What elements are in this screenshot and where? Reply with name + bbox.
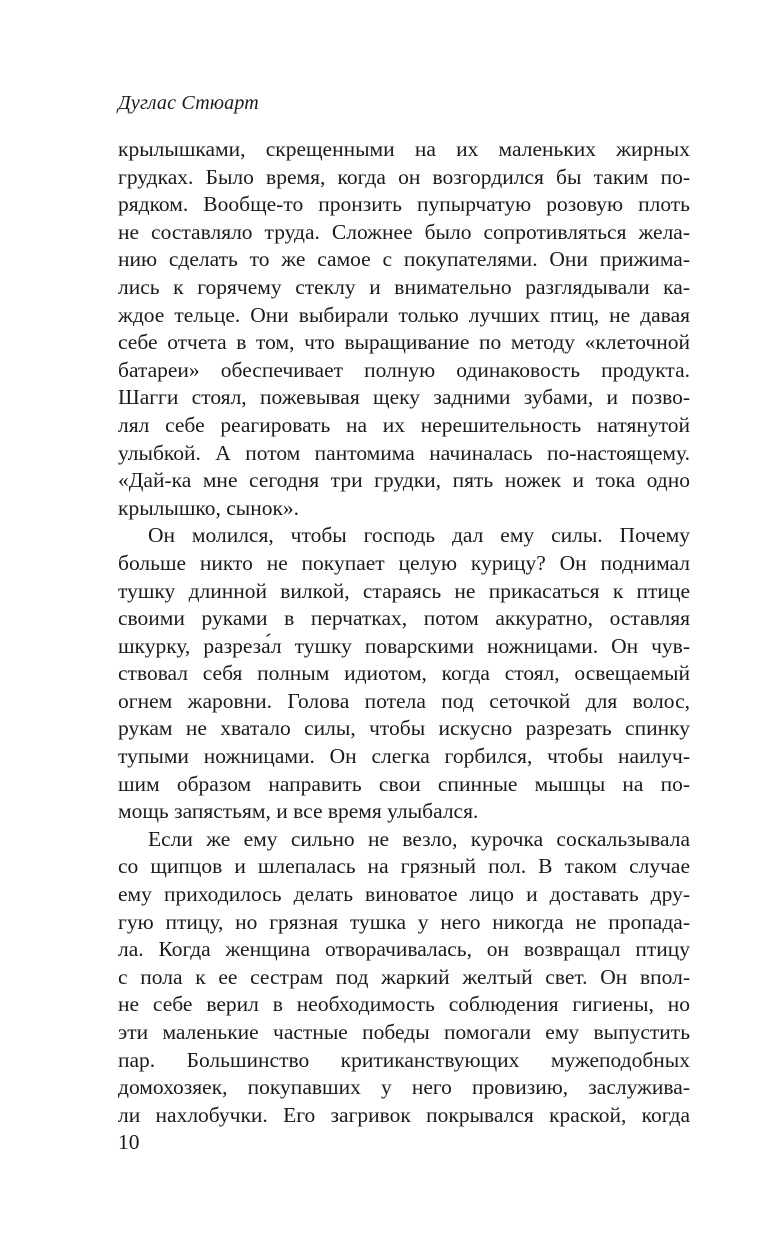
text-line: больше никто не покупает целую курицу? Он поднимал — [118, 550, 690, 575]
text-line: Шагги стоял, пожевывая щеку задними зубами, и позво- — [118, 385, 690, 410]
body-text — [118, 136, 690, 1129]
text-line: грудках. Было время, когда он возгордился бы таким по- — [118, 164, 690, 189]
text-line: рукам не хватало силы, чтобы искусно разрезать спинку — [118, 716, 690, 741]
text-line: с пола к ее сестрам под жаркий желтый свет. Он впол- — [118, 964, 690, 989]
text-line: себе отчета в том, что выращивание по методу «клеточной — [118, 330, 690, 355]
text-line: тупыми ножницами. Он слегка горбился, чтобы наилуч- — [118, 744, 690, 769]
text-line: ла. Когда женщина отворачивалась, он возвращал птицу — [118, 937, 690, 962]
text-line: не себе верил в необходимость соблюдения гигиены, но — [118, 992, 690, 1017]
text-line: лял себе реагировать на их нерешительность натянутой — [118, 412, 690, 437]
page-number: 10 — [118, 1130, 140, 1154]
text-line: своими руками в перчатках, потом аккуратно, оставляя — [118, 606, 690, 631]
text-line: нию сделать то же самое с покупателями. Они прижима- — [118, 247, 690, 272]
text-line: улыбкой. А потом пантомима начиналась по-настоящему. — [118, 440, 690, 465]
text-line: домохозяек, покупавших у него провизию, заслужива- — [118, 1075, 690, 1100]
text-line: шкурку, разреза́л тушку поварскими ножницами. Он чув- — [118, 633, 690, 658]
text-line: «Дай-ка мне сегодня три грудки, пять ножек и тока одно — [118, 468, 690, 493]
text-line: пар. Большинство критиканствующих мужеподобных — [118, 1047, 690, 1072]
text-line: ждое тельце. Они выбирали только лучших птиц, не давая — [118, 302, 690, 327]
text-line: Он молился, чтобы господь дал ему силы. Почему — [148, 523, 690, 548]
text-line: со щипцов и шлепалась на грязный пол. В таком случае — [118, 854, 690, 879]
text-line: лись к горячему стеклу и внимательно разглядывали ка- — [118, 274, 690, 299]
text-line: крылышками, скрещенными на их маленьких жирных — [118, 137, 690, 161]
text-line: не составляло труда. Сложнее было сопротивляться жела- — [118, 219, 690, 244]
text-line: тушку длинной вилкой, стараясь не прикасаться к птице — [118, 578, 690, 603]
text-line: огнем жаровни. Голова потела под сеточкой для волос, — [118, 688, 690, 713]
text-line: Если же ему сильно не везло, курочка соскальзывала — [148, 826, 690, 851]
text-line: рядком. Вообще-то пронзить пупырчатую розовую плоть — [118, 192, 690, 217]
text-line: батареи» обеспечивает полную одинаковость продукта. — [118, 357, 690, 382]
text-line: ли нахлобучки. Его загривок покрывался краской, когда — [118, 1102, 690, 1127]
text-line: мощь запястьям, и все время улыбался. — [118, 799, 479, 824]
text-line: ствовал себя полным идиотом, когда стоял, освещаемый — [118, 661, 690, 686]
text-line: гую птицу, но грязная тушка у него никогда не пропада- — [118, 909, 690, 934]
text-line: ему приходилось делать виноватое лицо и доставать дру- — [118, 882, 690, 907]
text-line: крылышко, сынок». — [118, 495, 300, 520]
running-head-author: Дуглас Стюарт — [118, 92, 259, 114]
text-line: шим образом направить свои спинные мышцы на по- — [118, 771, 690, 796]
text-line: эти маленькие частные победы помогали ему выпустить — [118, 1020, 690, 1044]
